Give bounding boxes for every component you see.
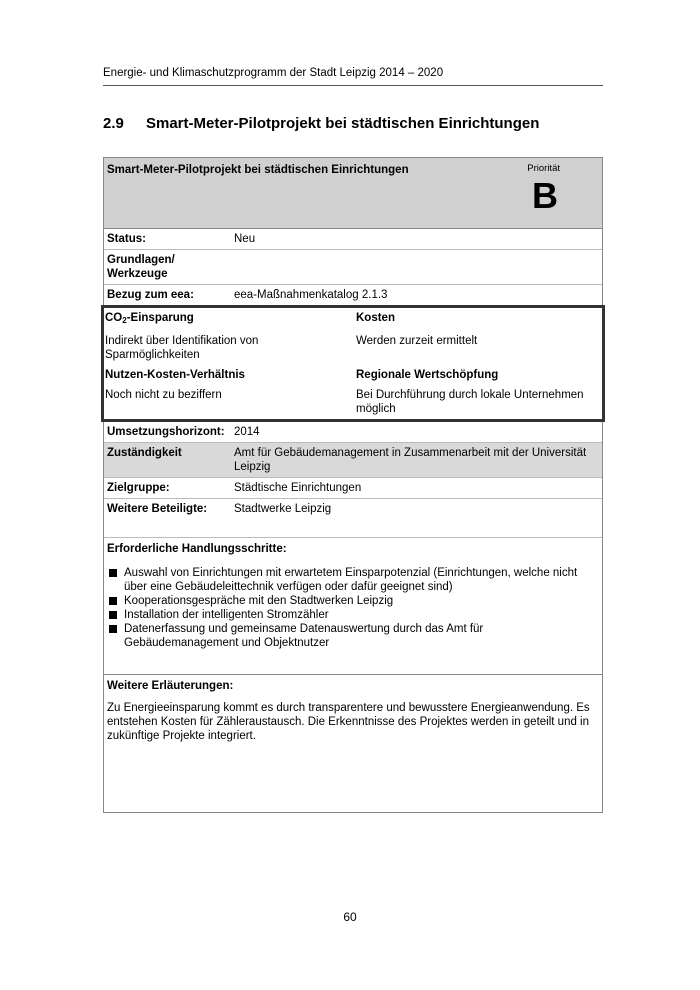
kosten-value: Werden zurzeit ermittelt [356, 335, 478, 347]
horizont-row [104, 422, 602, 443]
card-title: Smart-Meter-Pilotprojekt bei städtischen Einrichtungen [107, 164, 409, 176]
measure-card [103, 157, 603, 813]
beteiligte-value: Stadtwerke Leipzig [234, 503, 332, 515]
status-row [104, 229, 602, 250]
card-title-row [104, 158, 602, 229]
wertschoepfung-label: Regionale Wertschöpfung [356, 369, 499, 381]
nutzen-value: Noch nicht zu beziffern [105, 389, 222, 401]
running-header: Energie- und Klimaschutzprogramm der Stadt Leipzig 2014 – 2020 [103, 67, 603, 86]
steps-list [107, 566, 599, 650]
section-title: Smart-Meter-Pilotprojekt bei städtischen Einrichtungen [146, 115, 540, 132]
kosten-label: Kosten [356, 312, 395, 324]
status-value: Neu [234, 233, 256, 245]
square-bullet-icon [109, 597, 117, 605]
horizont-label: Umsetzungshorizont: [107, 426, 225, 438]
zielgruppe-value: Städtische Einrichtungen [234, 482, 362, 494]
co2-value: Indirekt über Identifikation von Sparmöglichkeiten [105, 335, 259, 361]
nutzen-label: Nutzen-Kosten-Verhältnis [105, 369, 245, 381]
beteiligte-label: Weitere Beteiligte: [107, 503, 208, 515]
list-item: Auswahl von Einrichtungen mit erwartetem Einsparpotenzial (Einrichtungen, welche nicht über eine Gebäudeleittechnik verfügen oder dafür geeignet sind) [107, 566, 599, 594]
zustaendigkeit-label: Zuständigkeit [107, 447, 182, 459]
priority-label: Priorität [527, 163, 560, 174]
grundlagen-label-line2: Werkzeuge [107, 268, 168, 280]
zielgruppe-label: Zielgruppe: [107, 482, 170, 494]
section-number: 2.9 [103, 115, 124, 132]
list-item: Installation der intelligenten Stromzähler [107, 608, 599, 622]
zielgruppe-row [104, 478, 602, 499]
square-bullet-icon [109, 611, 117, 619]
notes-block [104, 675, 602, 812]
grundlagen-label-line1: Grundlagen/ [107, 254, 175, 266]
status-label: Status: [107, 233, 146, 245]
zustaendigkeit-value: Amt für Gebäudemanagement in Zusammenarbeit mit der Universität Leipzig [234, 447, 587, 473]
bezug-label: Bezug zum eea: [107, 289, 194, 301]
zustaendigkeit-row [104, 443, 602, 478]
grundlagen-value [232, 250, 602, 284]
impact-box [101, 305, 605, 422]
notes-text: Zu Energieeinsparung kommt es durch transparentere und bewusstere Energieanwendung. Es entstehen Kosten für Zähleraustausch. Die Erkenntnisse des Projektes werden in geteilt und in zukünftige Projekte integriert. [107, 702, 590, 742]
steps-block [104, 538, 602, 675]
list-item: Kooperationsgespräche mit den Stadtwerken Leipzig [107, 594, 599, 608]
list-item: Datenerfassung und gemeinsame Datenauswertung durch das Amt für Gebäudemanagement und Objektnutzer [107, 622, 599, 650]
page-number: 60 [343, 910, 357, 924]
priority-value: B [532, 175, 558, 216]
steps-heading: Erforderliche Handlungsschritte: [107, 543, 287, 555]
beteiligte-row [104, 499, 602, 538]
square-bullet-icon [109, 625, 117, 633]
grundlagen-row [104, 250, 602, 285]
section-heading [103, 115, 603, 132]
square-bullet-icon [109, 569, 117, 577]
grundlagen-label [104, 250, 232, 284]
wertschoepfung-value: Bei Durchführung durch lokale Unternehmen möglich [356, 389, 584, 415]
horizont-value: 2014 [234, 426, 260, 438]
notes-heading: Weitere Erläuterungen: [107, 680, 234, 692]
bezug-row [104, 285, 602, 305]
bezug-value: eea-Maßnahmenkatalog 2.1.3 [234, 289, 388, 301]
co2-label: $CO_2$-Einsparung [105, 312, 194, 325]
